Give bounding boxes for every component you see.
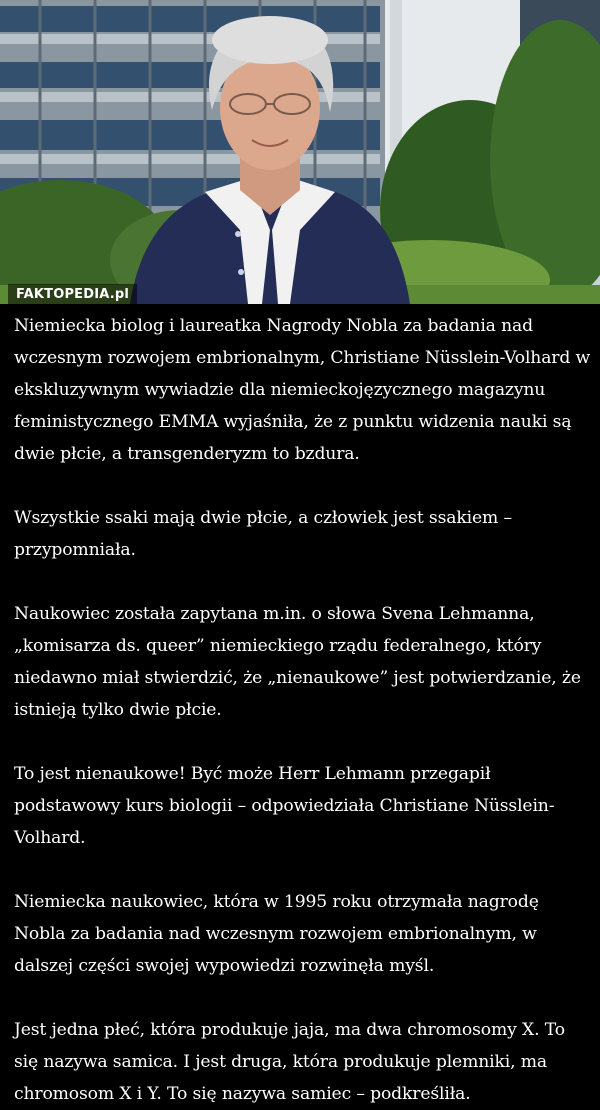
portrait-illustration [0,0,600,304]
paragraph: Naukowiec została zapytana m.in. o słowa Svena Lehmanna, „komisarza ds. queer” niemieckiego rządu federalnego, który niedawno miał stwierdzić, że „nienaukowe” jest potwierdzanie, że istnieją tylko dwie płcie. [14,604,581,720]
paragraph: Niemiecka biolog i laureatka Nagrody Nobla za badania nad wczesnym rozwojem embrionalnym, Christiane Nüsslein-Volhard w ekskluzywnym wywiadzie dla niemieckojęzycznego magazynu feministycznego EMMA wyjaśniła, że z punktu widzenia nauki są dwie płcie, a transgenderyzm to bzdura. [14,316,591,464]
paragraph: To jest nienaukowe! Być może Herr Lehmann przegapił podstawowy kurs biologii – odpowiedziała Christiane Nüsslein-Volhard. [14,764,555,848]
paragraph: Wszystkie ssaki mają dwie płcie, a człowiek jest ssakiem – przypomniała. [14,508,512,560]
paragraph: Jest jedna płeć, która produkuje jaja, ma dwa chromosomy X. To się nazywa samica. I jest druga, która produkuje plemniki, ma chromosom X i Y. To się nazywa samiec – podkreśliła. [14,1020,565,1104]
portrait-photo [0,0,600,304]
article-text [14,310,592,1110]
watermark-logo: FAKTOPEDIA.pl [8,284,137,304]
paragraph: Niemiecka naukowiec, która w 1995 roku otrzymała nagrodę Nobla za badania nad wczesnym rozwojem embrionalnym, w dalszej części swojej wypowiedzi rozwinęła myśl. [14,892,539,976]
